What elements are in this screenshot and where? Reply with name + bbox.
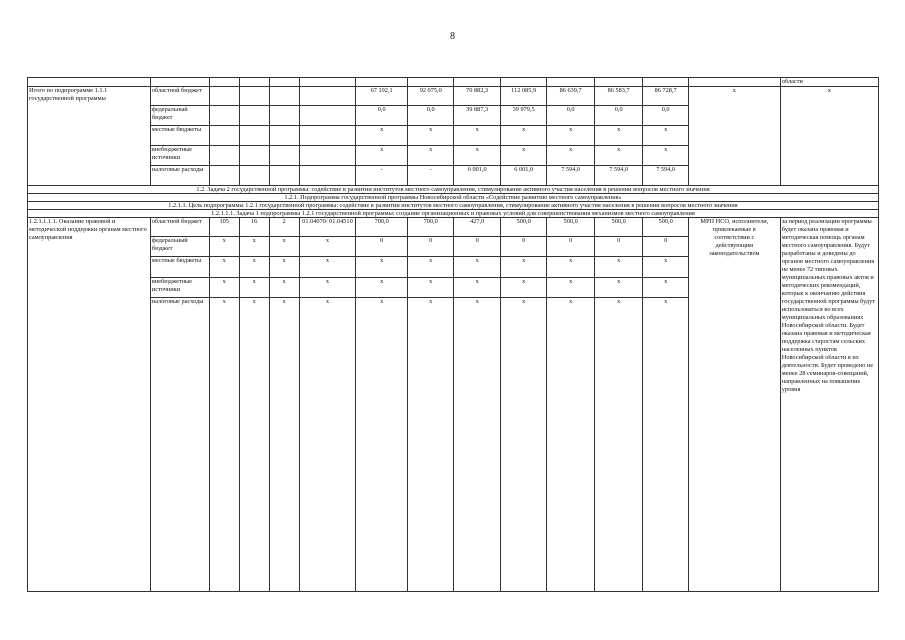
value-cell: х	[643, 126, 688, 146]
value-cell: х	[356, 278, 408, 298]
value-cell: 70 882,3	[454, 87, 500, 106]
source-cell: внебюджетные источники	[150, 146, 209, 166]
itogo-label: Итого по подпрограмме 1.1.1 государственной программы	[28, 87, 151, 186]
value-cell: х	[407, 298, 453, 592]
rz-cell: 16	[239, 218, 269, 237]
value-cell: х	[500, 146, 546, 166]
value-cell: х	[454, 278, 500, 298]
value-cell: 39 887,3	[454, 106, 500, 126]
itogo-executor: х	[688, 87, 780, 186]
value-cell: х	[594, 298, 643, 592]
value-cell: х	[407, 278, 453, 298]
value-cell: х	[594, 278, 643, 298]
measure-result: за период реализации программы будет оказана правовая и методическая помощь органам местного самоуправления. Будут разработаны и доведены до органов местного самоуправления не менее 72 типовых муниципальных правовых актов и методических рекомендаций, которые к окончанию действия государственной программы будут использоваться во всех муниципальных образованиях Новосибирской области. Будет оказана правовая и методическая поддержка старостам сельских населенных пунктов Новосибирской области в их деятельности. Будет проведено не менее 28 семинаров-совещаний, направленных на повышение уровня	[780, 218, 878, 592]
value-cell: х	[643, 298, 688, 592]
code-cell: 01.04070/ 01.04510	[299, 218, 356, 237]
source-cell: налоговые расходы	[150, 298, 209, 592]
value-cell: х	[356, 126, 408, 146]
value-cell: х	[407, 257, 453, 278]
value-cell: х	[594, 257, 643, 278]
table-row	[28, 210, 879, 218]
value-cell: х	[547, 126, 595, 146]
code-cell: х	[299, 237, 356, 257]
value-cell: 0,0	[356, 106, 408, 126]
value-cell: 0,0	[547, 106, 595, 126]
source-cell: областной бюджет	[150, 218, 209, 237]
measure-label: 1.2.1.1.1.1. Оказание правовой и методической поддержки органам местного самоуправления	[28, 218, 151, 592]
value-cell: х	[454, 126, 500, 146]
rz-cell: х	[239, 278, 269, 298]
value-cell: -	[356, 166, 408, 186]
rz-cell: х	[239, 298, 269, 592]
table-row	[28, 194, 879, 202]
value-cell: х	[454, 298, 500, 592]
value-cell: х	[454, 257, 500, 278]
value-cell: х	[547, 278, 595, 298]
value-cell: х	[547, 257, 595, 278]
value-cell: х	[500, 126, 546, 146]
value-cell: 500,0	[643, 218, 688, 237]
rz-cell: х	[239, 257, 269, 278]
value-cell: х	[454, 146, 500, 166]
value-cell: х	[500, 257, 546, 278]
value-cell: 0	[643, 237, 688, 257]
value-cell: 86 639,7	[547, 87, 595, 106]
value-cell: 427,0	[454, 218, 500, 237]
value-cell: 700,0	[356, 218, 408, 237]
value-cell: 0	[547, 237, 595, 257]
source-cell: налоговые расходы	[150, 166, 209, 186]
value-cell: х	[500, 278, 546, 298]
grbs-cell: х	[209, 278, 239, 298]
code-cell: х	[299, 298, 356, 592]
value-cell: 500,0	[594, 218, 643, 237]
itogo-result: х	[780, 87, 878, 186]
value-cell: 6 001,0	[454, 166, 500, 186]
value-cell: 500,0	[547, 218, 595, 237]
pr-cell: х	[269, 278, 299, 298]
value-cell: 86 583,7	[594, 87, 643, 106]
value-cell: -	[407, 166, 453, 186]
table-row	[28, 186, 879, 194]
grbs-cell: х	[209, 298, 239, 592]
pr-cell: х	[269, 257, 299, 278]
source-cell: федеральный бюджет	[150, 237, 209, 257]
value-cell: 700,0	[407, 218, 453, 237]
grbs-cell: х	[209, 257, 239, 278]
pr-cell: 2	[269, 218, 299, 237]
table-row	[28, 87, 879, 106]
value-cell: 86 728,7	[643, 87, 688, 106]
value-cell: 0	[500, 237, 546, 257]
source-cell: федеральный бюджет	[150, 106, 209, 126]
value-cell: х	[643, 257, 688, 278]
value-cell: х	[547, 146, 595, 166]
grbs-cell: 105	[209, 218, 239, 237]
table-row	[28, 202, 879, 210]
table-row	[28, 78, 879, 87]
page-number: 8	[450, 31, 455, 42]
value-cell: х	[547, 298, 595, 592]
value-cell: 7 594,0	[643, 166, 688, 186]
value-cell: 0	[594, 237, 643, 257]
value-cell: 0	[454, 237, 500, 257]
value-cell: 7 594,0	[594, 166, 643, 186]
value-cell: 92 075,0	[407, 87, 453, 106]
code-cell: х	[299, 278, 356, 298]
source-cell: внебюджетные источники	[150, 278, 209, 298]
section-heading: 1.2.1.1.1. Задача 1 подпрограммы 1.2.1 государственной программы: создание организационных и правовых условий для совершенствования механизмов местного самоуправления	[28, 210, 879, 218]
value-cell: 500,0	[500, 218, 546, 237]
value-cell: х	[356, 298, 408, 592]
value-cell: 67 192,1	[356, 87, 408, 106]
table-row	[28, 218, 879, 237]
value-cell: х	[643, 278, 688, 298]
value-cell: х	[594, 146, 643, 166]
value-cell: х	[356, 146, 408, 166]
grbs-cell: х	[209, 237, 239, 257]
value-cell: 0,0	[407, 106, 453, 126]
code-cell: х	[299, 257, 356, 278]
cell-result-continuation: области	[780, 78, 878, 87]
value-cell: 0	[407, 237, 453, 257]
value-cell: 0,0	[643, 106, 688, 126]
value-cell: 7 594,0	[547, 166, 595, 186]
section-heading: 1.2. Задача 2 государственной программы: содействие в развитии институтов местного самоуправления, стимулирование активного участия населения в решении вопросов местного значения	[28, 186, 879, 194]
value-cell: 0	[356, 237, 408, 257]
source-cell: местные бюджеты	[150, 126, 209, 146]
value-cell: х	[500, 298, 546, 592]
source-cell: областной бюджет	[150, 87, 209, 106]
value-cell: 6 001,0	[500, 166, 546, 186]
value-cell: х	[407, 146, 453, 166]
pr-cell: х	[269, 298, 299, 592]
value-cell: х	[643, 146, 688, 166]
rz-cell: х	[239, 237, 269, 257]
pr-cell: х	[269, 237, 299, 257]
value-cell: х	[594, 126, 643, 146]
section-heading: 1.2.1.1. Цель подпрограммы 1.2.1 государственной программы: содействие в развитии институтов местного самоуправления, стимулирование активного участия населения в решении вопросов местного значения	[28, 202, 879, 210]
value-cell: 39 979,5	[500, 106, 546, 126]
measure-executor: МРП НСО, исполнители, привлекаемые в соответствии с действующим законодательством	[688, 218, 780, 592]
value-cell: х	[356, 257, 408, 278]
value-cell: 0,0	[594, 106, 643, 126]
source-cell: местные бюджеты	[150, 257, 209, 278]
value-cell: 112 085,9	[500, 87, 546, 106]
program-table	[27, 77, 879, 592]
section-heading: 1.2.1. Подпрограмма государственной программы Новосибирской области «Содействие развитию местного самоуправления»	[28, 194, 879, 202]
value-cell: х	[407, 126, 453, 146]
